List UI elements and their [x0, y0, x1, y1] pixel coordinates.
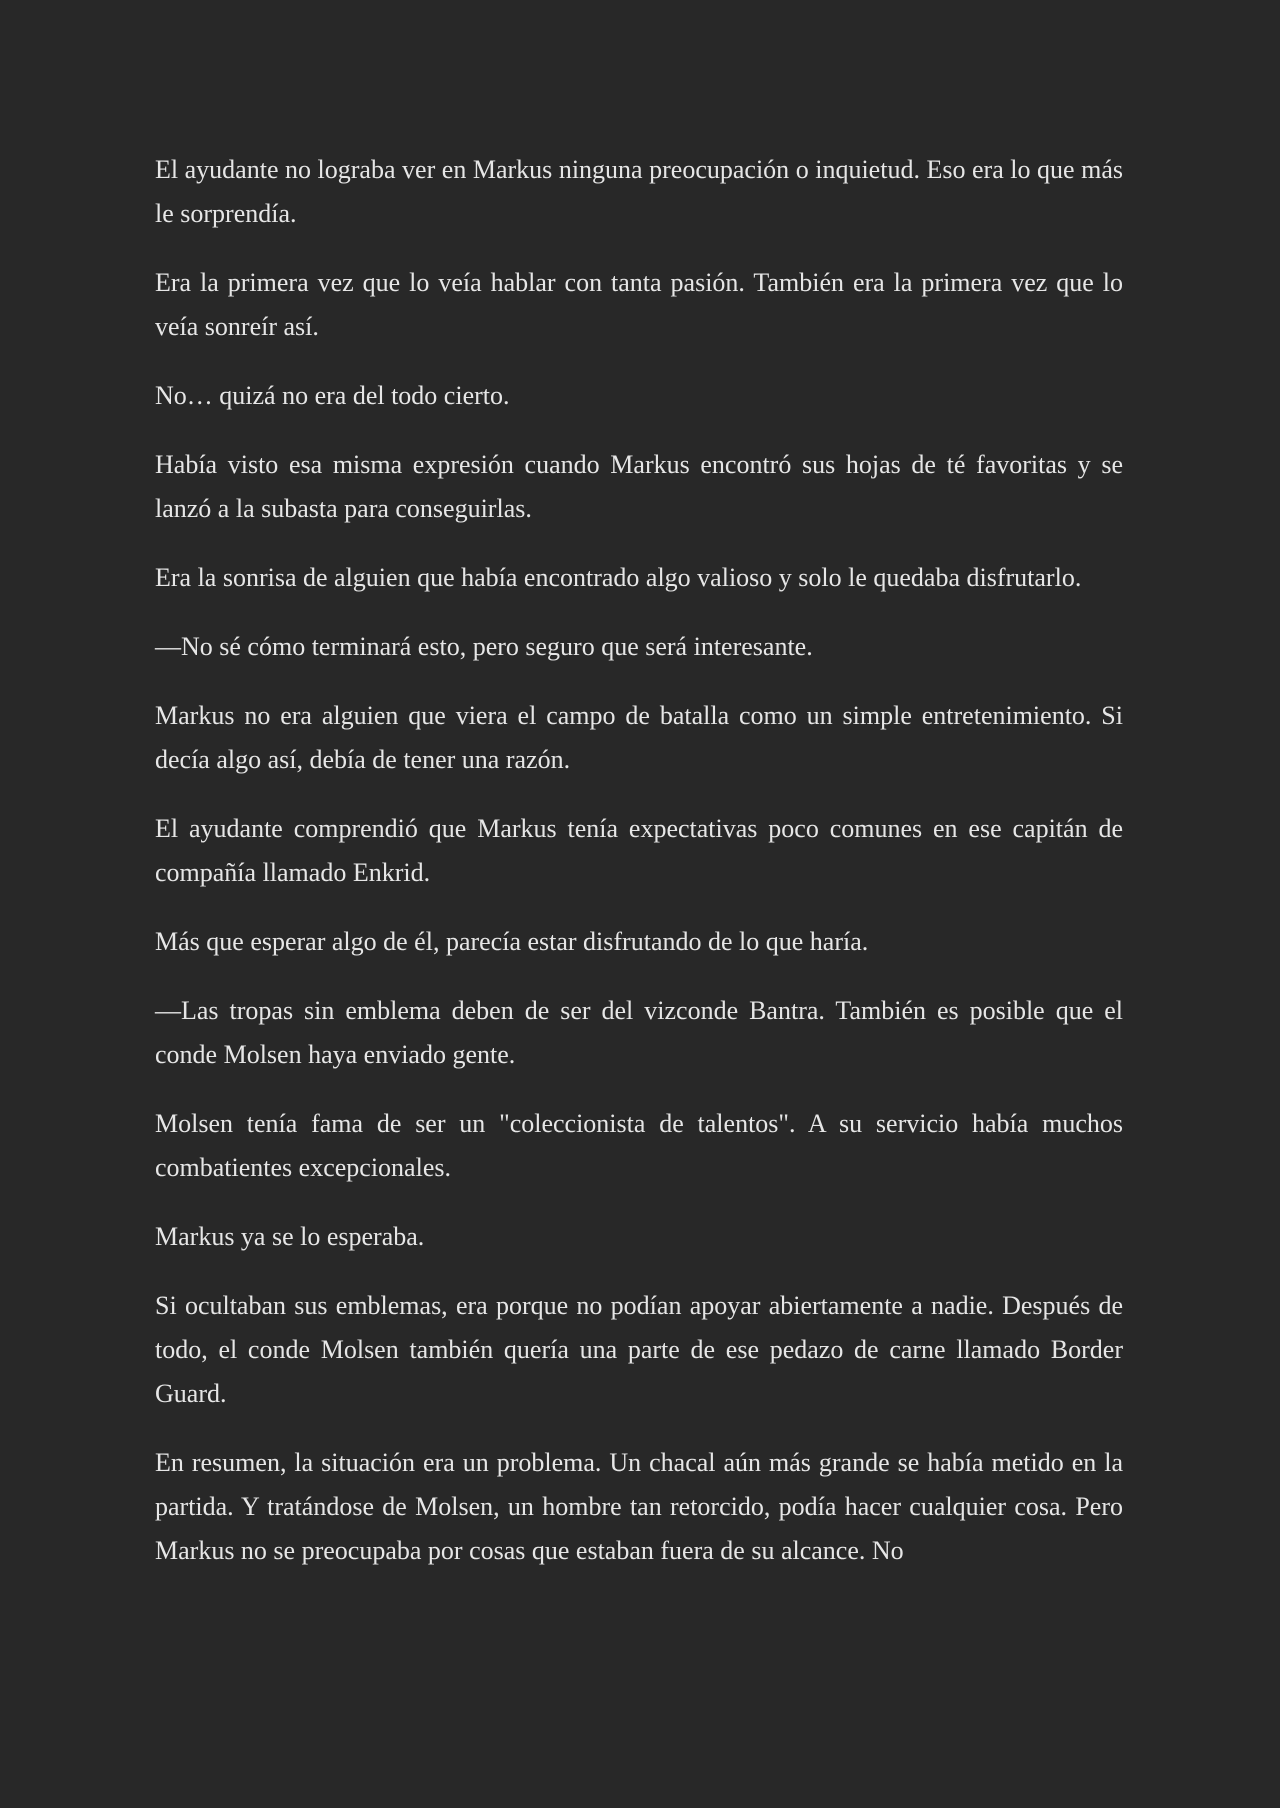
- paragraph-truncated: En resumen, la situación era un problema. Un chacal aún más grande se había metido en la partida. Y tratándose de Molsen, un hombre tan retorcido, podía hacer cualquier cosa. Pero Markus no se preocupaba por cosas que estaban fuera de su alcance. No: [155, 1448, 1123, 1565]
- paragraph-dialogue: —Las tropas sin emblema deben de ser del vizconde Bantra. También es posible que el conde Molsen haya enviado gente.: [155, 996, 1123, 1069]
- paragraph-dialogue: —No sé cómo terminará esto, pero seguro que será interesante.: [155, 632, 813, 661]
- paragraph: Era la primera vez que lo veía hablar con tanta pasión. También era la primera vez que lo veía sonreír así.: [155, 268, 1123, 341]
- paragraph: El ayudante no lograba ver en Markus ninguna preocupación o inquietud. Eso era lo que más le sorprendía.: [155, 155, 1123, 228]
- paragraph: El ayudante comprendió que Markus tenía expectativas poco comunes en ese capitán de compañía llamado Enkrid.: [155, 814, 1123, 887]
- paragraph: Markus ya se lo esperaba.: [155, 1222, 425, 1251]
- paragraph: Más que esperar algo de él, parecía estar disfrutando de lo que haría.: [155, 927, 869, 956]
- paragraph: Era la sonrisa de alguien que había encontrado algo valioso y solo le quedaba disfrutarlo.: [155, 563, 1082, 592]
- paragraph: Había visto esa misma expresión cuando Markus encontró sus hojas de té favoritas y se lanzó a la subasta para conseguirlas.: [155, 450, 1123, 523]
- paragraph: Si ocultaban sus emblemas, era porque no podían apoyar abiertamente a nadie. Después de todo, el conde Molsen también quería una parte de ese pedazo de carne llamado Border Guard.: [155, 1291, 1123, 1408]
- reader-page: [155, 148, 1123, 1573]
- paragraph: Markus no era alguien que viera el campo de batalla como un simple entretenimiento. Si decía algo así, debía de tener una razón.: [155, 701, 1123, 774]
- paragraph: No… quizá no era del todo cierto.: [155, 381, 510, 410]
- paragraph: Molsen tenía fama de ser un "coleccionista de talentos". A su servicio había muchos combatientes excepcionales.: [155, 1109, 1123, 1182]
